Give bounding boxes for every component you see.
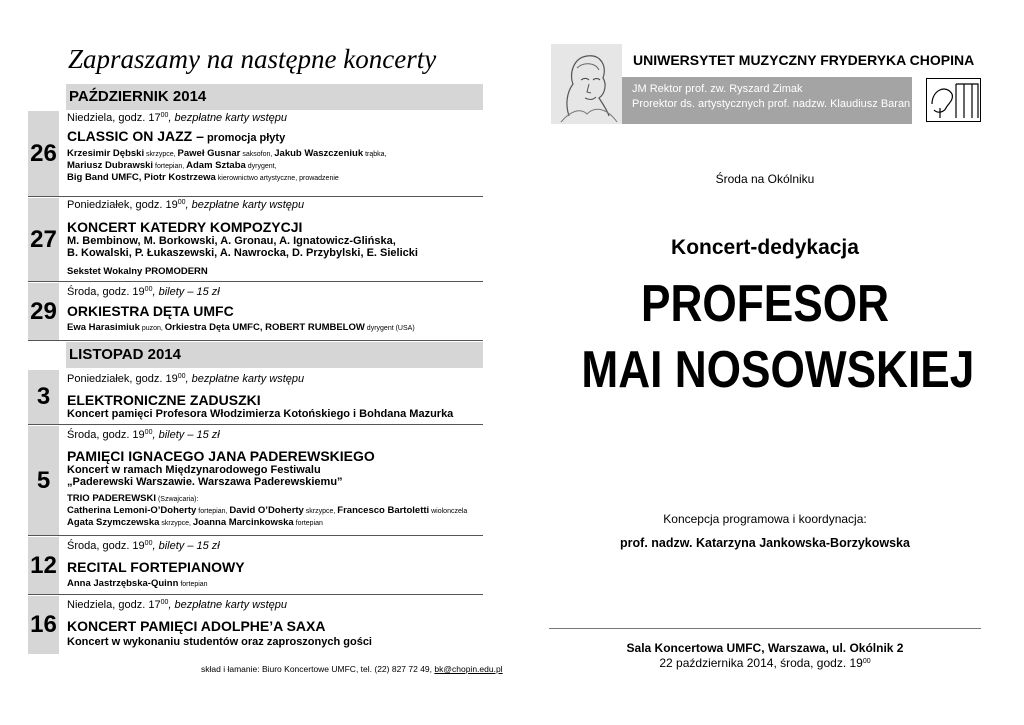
concert-time: Środa, godz. $19^{00}$, bilety – 15 zł	[67, 429, 220, 441]
concert-title: ELEKTRONICZNE ZADUSZKI	[67, 392, 261, 408]
concert-performers: Sekstet Wokalny PROMODERN	[67, 266, 208, 277]
concert-time: Poniedziałek, godz. $19^{00}$, bezpłatne karty wstępu	[67, 373, 305, 385]
concert-entry-3	[28, 370, 483, 425]
university-header	[551, 44, 981, 124]
divider	[549, 628, 981, 629]
concert-composers: M. Bembinow, M. Borkowski, A. Gronau, A. Ignatowicz-Glińska, B. Kowalski, P. Łukaszewski, A. Nawrocka, D. Przybylski, E. Sielicki	[67, 235, 418, 259]
concert-time: Środa, godz. $19^{00}$, bilety – 15 zł	[67, 540, 220, 552]
concert-time: Środa, godz. $19^{00}$, bilety – 15 zł	[67, 286, 220, 298]
concert-day: 12	[28, 537, 59, 594]
concert-title: ORKIESTRA DĘTA UMFC	[67, 303, 234, 319]
concert-performers: Anna Jastrzębska-Quinn fortepian	[67, 578, 208, 589]
concert-title: RECITAL FORTEPIANOWY	[67, 559, 245, 575]
concert-day: 29	[28, 283, 59, 340]
concert-subtitle: Koncert pamięci Profesora Włodzimierza Kotońskiego i Bohdana Mazurka	[67, 408, 454, 420]
page-heading: Zapraszamy na następne koncerty	[68, 44, 437, 74]
concert-time: Poniedziałek, godz. $19^{00}$, bezpłatne karty wstępu	[67, 199, 305, 211]
main-title-line2: MAI NOSOWSKIEJ	[581, 341, 975, 399]
concept-label: Koncepcja programowa i koordynacja:	[663, 512, 867, 526]
concert-title: KONCERT PAMIĘCI ADOLPHE’A SAXA	[67, 618, 326, 634]
concert-time: Niedziela, godz. $17^{00}$, bezpłatne karty wstępu	[67, 599, 287, 611]
main-title-line1: PROFESOR	[640, 275, 890, 333]
concert-title: PAMIĘCI IGNACEGO JANA PADEREWSKIEGO	[67, 448, 375, 464]
concert-title: KONCERT KATEDRY KOMPOZYCJI	[67, 219, 303, 235]
concert-title: CLASSIC ON JAZZ – promocja płyty	[67, 128, 286, 144]
coordinator-name: prof. nadzw. Katarzyna Jankowska-Borzykowska	[620, 536, 910, 550]
authorities-bar	[622, 77, 912, 124]
concert-performers: TRIO PADEREWSKI (Szwajcaria): Catherina Lemoni-O’Doherty fortepian, David O’Doherty skrzypce, Francesco Bartoletti wiolonczela Agata Szymczewska skrzypce, Joanna Marcinkowska fortepian	[67, 493, 468, 528]
concert-day: 5	[28, 426, 59, 535]
concert-day: 26	[28, 111, 59, 196]
concert-time: Niedziela, godz. $17^{00}$, bezpłatne karty wstępu	[67, 112, 287, 124]
month-header-november: LISTOPAD 2014	[66, 342, 483, 368]
event-date: 22 października 2014, środa, godz. $19^{00}$	[659, 656, 871, 670]
concert-series: Środa na Okólniku	[715, 172, 815, 186]
concert-performers: Ewa Harasimiuk puzon, Orkiestra Dęta UMFC, ROBERT RUMBELOW dyrygent (USA)	[67, 322, 415, 333]
email-link[interactable]: bk@chopin.edu.pl	[434, 664, 503, 674]
concert-entry-27	[28, 198, 483, 282]
concert-day: 3	[28, 370, 59, 424]
concert-entry-16	[28, 596, 483, 654]
concert-entry-12	[28, 537, 483, 595]
concert-day: 27	[28, 198, 59, 281]
prorector: Prorektor ds. artystycznych prof. nadzw. Klaudiusz Baran	[632, 98, 911, 110]
venue: Sala Koncertowa UMFC, Warszawa, ul. Okólnik 2	[626, 641, 904, 655]
concert-entry-5	[28, 426, 483, 536]
chopin-portrait	[551, 44, 622, 124]
concert-subtitle: Koncert w ramach Międzynarodowego Festiwalu „Paderewski Warszawie. Warszawa Paderewskiemu”	[67, 464, 343, 488]
month-header-october: PAŹDZIERNIK 2014	[66, 84, 483, 110]
concert-entry-26	[28, 111, 483, 197]
university-name: UNIWERSYTET MUZYCZNY FRYDERYKA CHOPINA	[633, 52, 975, 68]
concert-performers: Krzesimir Dębski skrzypce, Paweł Gusnar saksofon, Jakub Waszczeniuk trąbka, Mariusz Dubrawski fortepian, Adam Sztaba dyrygent, Big Band UMFC, Piotr Kostrzewa kierownictwo artystyczne, prowadzenie	[67, 148, 387, 183]
dedication-label: Koncert-dedykacja	[671, 236, 859, 259]
university-emblem-icon	[926, 78, 981, 122]
concert-entry-29	[28, 283, 483, 341]
concert-subtitle: Koncert w wykonaniu studentów oraz zaproszonych gości	[67, 636, 372, 648]
concert-day: 16	[28, 596, 59, 654]
credits-footer: skład i łamanie: Biuro Koncertowe UMFC, tel. (22) 827 72 49, bk@chopin.edu.pl	[201, 664, 503, 674]
rector: JM Rektor prof. zw. Ryszard Zimak	[632, 83, 803, 95]
